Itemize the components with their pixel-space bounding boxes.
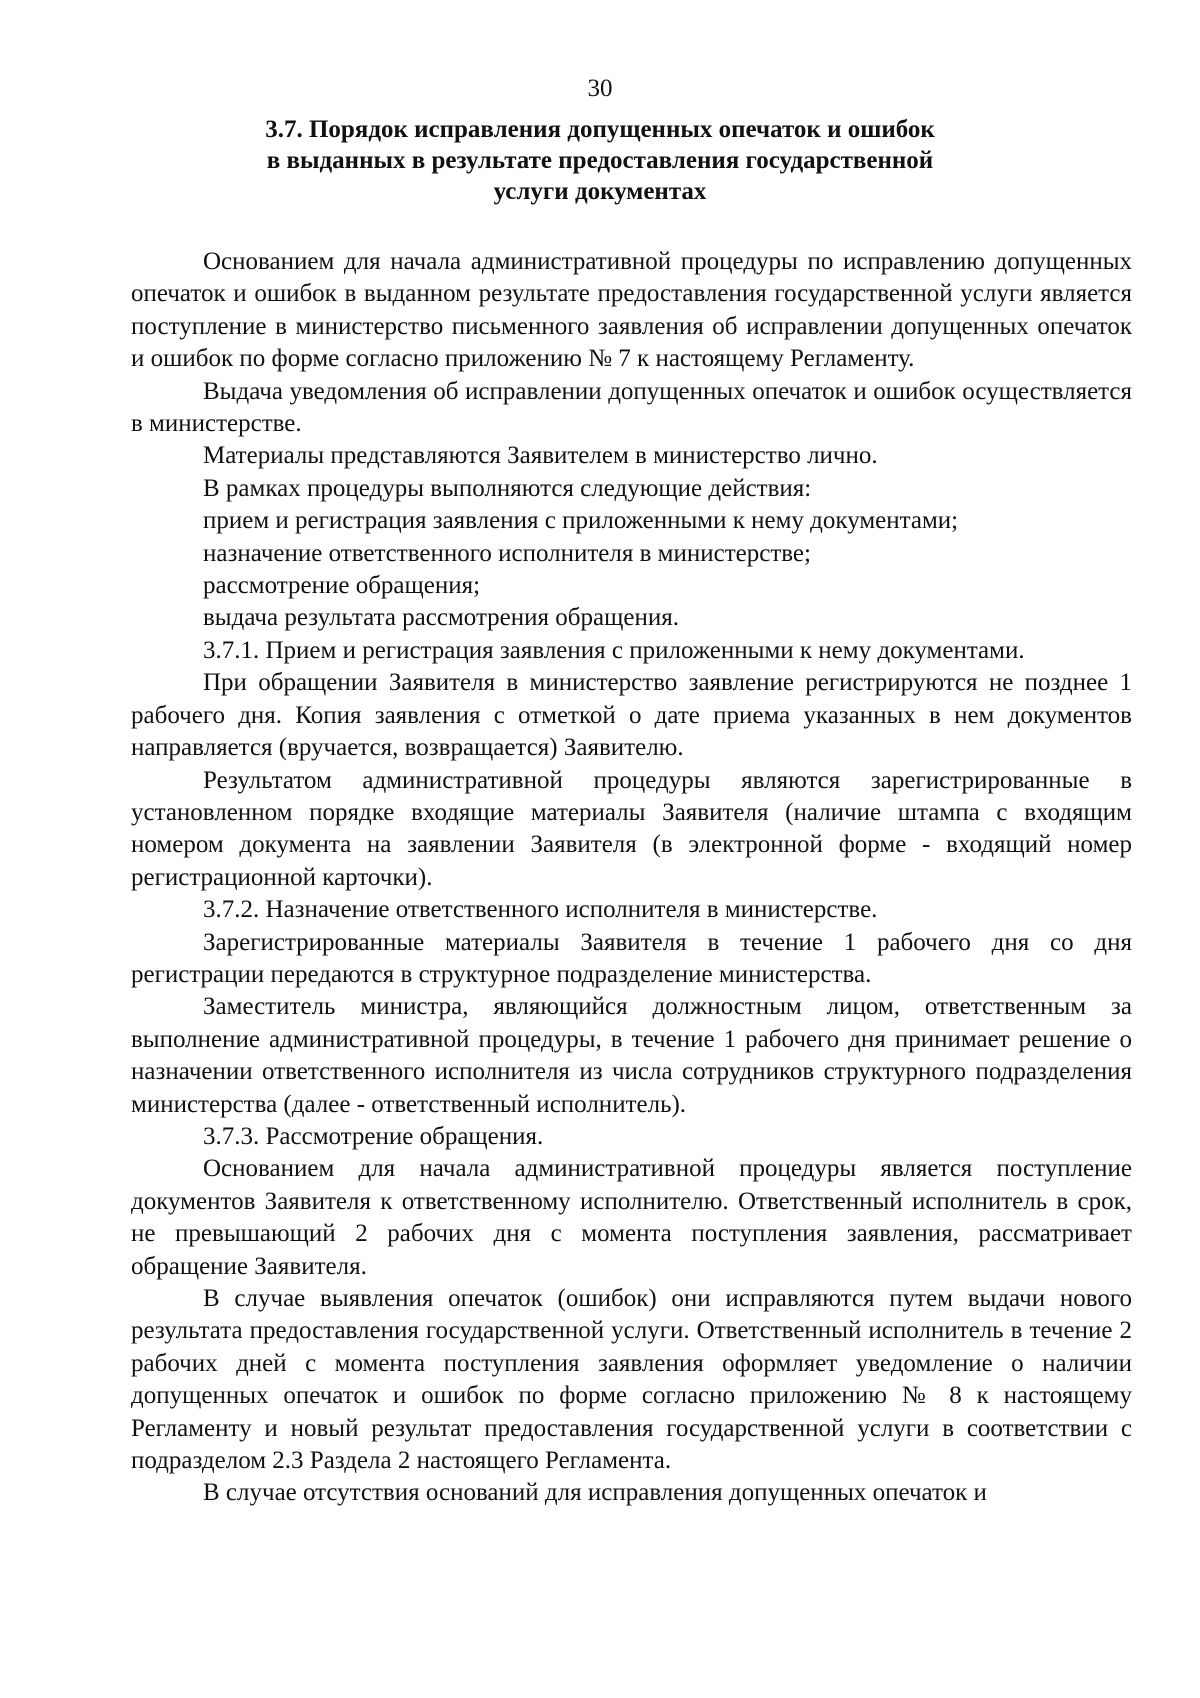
subsection-title: 3.7.2. Назначение ответственного исполнителя в министерстве.: [203, 896, 878, 924]
list-item: прием и регистрация заявления с приложенными к нему документами;: [203, 507, 959, 535]
paragraph: Выдача уведомления об исправлении допущенных опечаток и ошибок осуществляется в министерстве.: [131, 377, 1132, 438]
paragraph: В случае отсутствия оснований для исправления допущенных опечаток и: [203, 1479, 987, 1507]
paragraph: В рамках процедуры выполняются следующие действия:: [203, 474, 812, 502]
paragraph: Материалы представляются Заявителем в министерство лично.: [203, 442, 878, 470]
paragraph: Основанием для начала административной процедуры является поступление документов Заявителя к ответственному исполнителю. Ответственный исполнитель в срок, не превышающий 2 рабочих дня с момента поступления заявления, рассматривает обращение Заявителя.: [131, 1155, 1132, 1280]
subsection-title: 3.7.1. Прием и регистрация заявления с приложенными к нему документами.: [203, 636, 1025, 664]
subsection-title: 3.7.3. Рассмотрение обращения.: [203, 1122, 544, 1150]
list-item: назначение ответственного исполнителя в министерстве;: [203, 539, 811, 567]
paragraph: Результатом административной процедуры являются зарегистрированные в установленном порядке входящие материалы Заявителя (наличие штампа с входящим номером документа на заявлении Заявителя (в электронной форме - входящий номер регистрационной карточки).: [131, 766, 1132, 891]
heading-line: 3.7. Порядок исправления допущенных опечаток и ошибок: [265, 116, 935, 143]
paragraph: Основанием для начала административной процедуры по исправлению допущенных опечаток и ошибок в выданном результате предоставления государственной услуги является поступление в министерство письменного заявления об исправлении допущенных опечаток и ошибок по форме согласно приложению № 7 к настоящему Регламенту.: [131, 248, 1132, 373]
paragraph: Заместитель министра, являющийся должностным лицом, ответственным за выполнение административной процедуры, в течение 1 рабочего дня принимает решение о назначении ответственного исполнителя из числа сотрудников структурного подразделения министерства (далее - ответственный исполнитель).: [131, 993, 1132, 1118]
list-item: рассмотрение обращения;: [203, 572, 481, 600]
heading-line: в выданных в результате предоставления государственной: [266, 147, 934, 174]
list-item: выдача результата рассмотрения обращения.: [203, 604, 679, 632]
paragraph: Зарегистрированные материалы Заявителя в течение 1 рабочего дня со дня регистрации передаются в структурное подразделение министерства.: [131, 928, 1132, 988]
paragraph: В случае выявления опечаток (ошибок) они исправляются путем выдачи нового результата предоставления государственной услуги. Ответственный исполнитель в течение 2 рабочих дней с момента поступления заявления оформляет уведомление о наличии допущенных опечаток и ошибок по форме согласно приложению № 8 к настоящему Регламенту и новый результат предоставления государственной услуги в соответствии с подразделом 2.3 Раздела 2 настоящего Регламента.: [131, 1285, 1132, 1475]
document-body: [131, 246, 1132, 1510]
section-heading: [160, 114, 1040, 207]
heading-line: услуги документах: [493, 178, 707, 205]
page-number: 30: [587, 75, 613, 102]
paragraph: При обращении Заявителя в министерство заявление регистрируются не позднее 1 рабочего дня. Копия заявления с отметкой о дате приема указанных в нем документов направляется (вручается, возвращается) Заявителю.: [131, 669, 1132, 762]
